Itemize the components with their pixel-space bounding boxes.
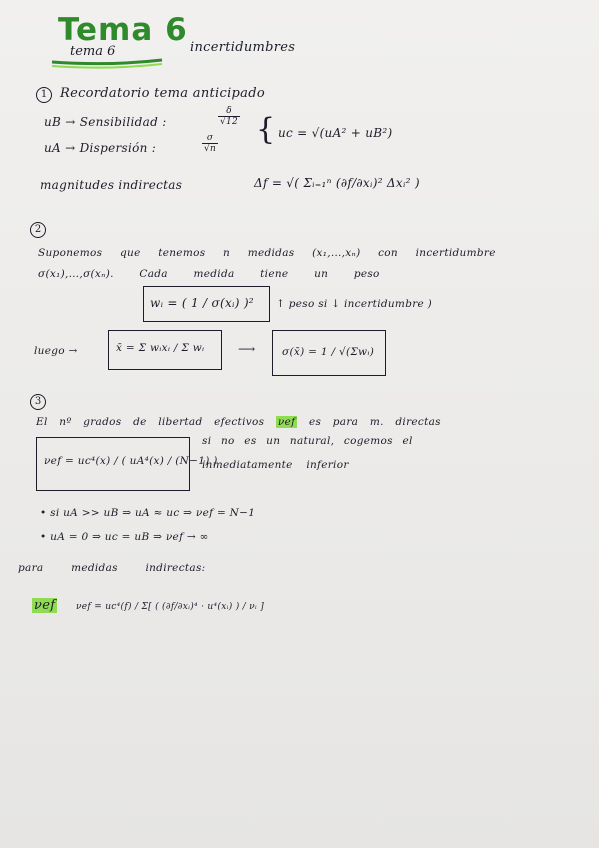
section-2-line-2: σ(x₁),…,σ(xₙ). Cada medida tiene un peso [38, 268, 380, 280]
indirect-measures-label: para medidas indirectas: [18, 562, 206, 574]
weighted-mean-formula: x̄ = Σ wᵢxᵢ / Σ wᵢ [116, 342, 205, 354]
case-uA-dominant: • si uA >> uB ⇒ uA ≈ uc ⇒ νef = N−1 [40, 507, 256, 519]
uA-label: uA → Dispersión : [44, 141, 157, 155]
indirect-magnitudes-label: magnitudes indirectas [40, 178, 183, 192]
section-1-heading: Recordatorio tema anticipado [60, 86, 265, 101]
section-1-number: 1 [36, 87, 52, 103]
nuef-indirect-formula: νef = uc⁴(f) / Σ[ ( (∂f/∂xᵢ)⁴ · u⁴(xᵢ) ) / νᵢ ] [76, 602, 265, 612]
sigma-mean-formula: σ(x̄) = 1 / √(Σwᵢ) [282, 346, 375, 358]
nuef-formula: νef = uc⁴(x) / ( uA⁴(x) / (N−1) ) [44, 455, 218, 467]
uc-formula: uc = √(uA² + uB²) [278, 126, 393, 140]
uA-fraction: $\frac{\sigma}{√n}$ [204, 133, 217, 154]
luego-label: luego → [34, 345, 78, 357]
uB-fraction: $\frac{\delta}{√12}$ [220, 106, 239, 127]
section-3-number: 3 [30, 394, 46, 410]
nuef-indirect-label: νef [34, 598, 56, 613]
section-2-line-1: Suponemos que tenemos n medidas (x₁,…,xₙ) con incertidumbre [38, 247, 496, 259]
nuef-highlight: νef [277, 416, 296, 428]
natural-note-1: si no es un natural, cogemos el [202, 435, 413, 447]
title-handwritten: tema 6 [70, 44, 116, 59]
curly-brace: { [256, 112, 276, 147]
arrow-right-icon: ⟶ [238, 342, 256, 356]
natural-note-2: inmediatamente inferior [202, 459, 349, 471]
weight-note: ↑ peso si ↓ incertidumbre ) [276, 298, 433, 310]
title-underline [52, 60, 162, 64]
page-title: Tema 6 [58, 12, 188, 48]
uB-label: uB → Sensibilidad : [44, 115, 167, 129]
case-uA-zero: • uA = 0 ⇒ uc = uB ⇒ νef → ∞ [40, 531, 209, 543]
weight-formula: wᵢ = ( 1 / σ(xᵢ) )² [150, 296, 254, 310]
section-3-line-1: El nº grados de libertad efectivos νef es para m. directas [36, 416, 441, 428]
page-subtitle: incertidumbres [190, 40, 296, 55]
section-2-number: 2 [30, 222, 46, 238]
indirect-error-formula: Δf = √( Σᵢ₌₁ⁿ (∂f/∂xᵢ)² Δxᵢ² ) [254, 176, 420, 190]
title-underline-2 [52, 64, 162, 68]
